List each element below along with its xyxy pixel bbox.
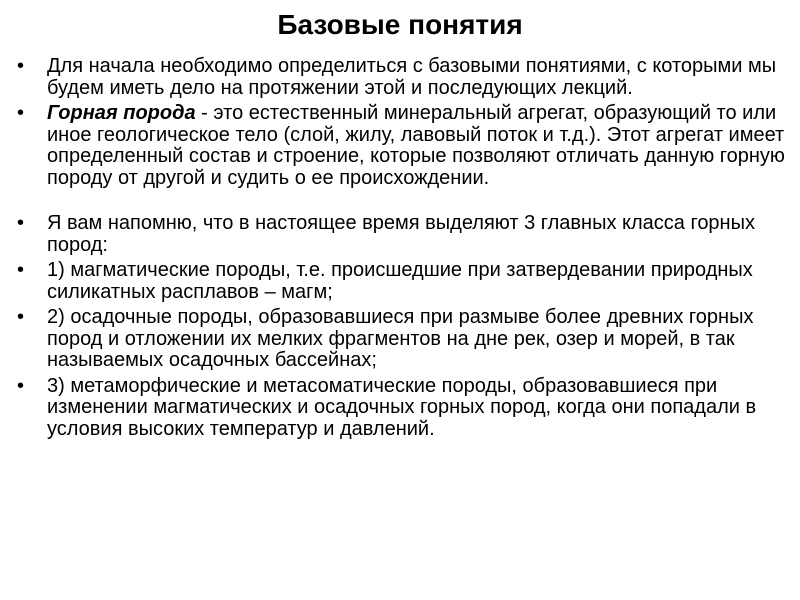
bullet-text: 3) метаморфические и метасоматические породы, образовавшиеся при изменении магматических и осадочных горных пород, когда они попадали в условия высоких температур и давлений. (47, 374, 757, 440)
bullet-class-sedimentary (17, 307, 795, 372)
bullet-text: 2) осадочные породы, образовавшиеся при размыве более древних горных пород и отложении их мелких фрагментов на дне рек, озер и морей, в так называемых осадочных бассейнах; (47, 306, 754, 371)
bullet-icon: • (17, 102, 25, 124)
bullet-rock-definition (17, 103, 795, 189)
bullet-text: Я вам напомню, что в настоящее время выделяют 3 главных класса горных пород: (47, 212, 755, 256)
term-rock: Горная порода (47, 102, 196, 124)
bullet-icon: • (17, 259, 25, 281)
bullet-class-magmatic (17, 260, 795, 303)
slide-title: Базовые понятия (277, 9, 523, 40)
bullet-icon: • (17, 306, 25, 328)
bullet-icon: • (17, 55, 25, 77)
bullet-text: Для начала необходимо определиться с базовыми понятиями, с которыми мы будем иметь дело на протяжении этой и последующих лекций. (47, 55, 777, 99)
bullet-list (17, 56, 795, 444)
bullet-icon: • (17, 212, 25, 234)
bullet-classes-intro (17, 213, 795, 256)
bullet-text: - это естественный минеральный агрегат, образующий то или иное геологическое тело (слой, жилу, лавовый поток и т.д.). Этот агрегат имеет определенный состав и строение, которые позволяют отличать данную горную породу от другой и судить о ее происхождении. (47, 102, 785, 189)
bullet-text: 1) магматические породы, т.е. происшедшие при затвердевании природных силикатных расплавов – магм; (47, 259, 753, 303)
bullet-icon: • (17, 374, 25, 397)
bullet-class-metamorphic (17, 376, 795, 441)
bullet-intro (17, 56, 795, 99)
